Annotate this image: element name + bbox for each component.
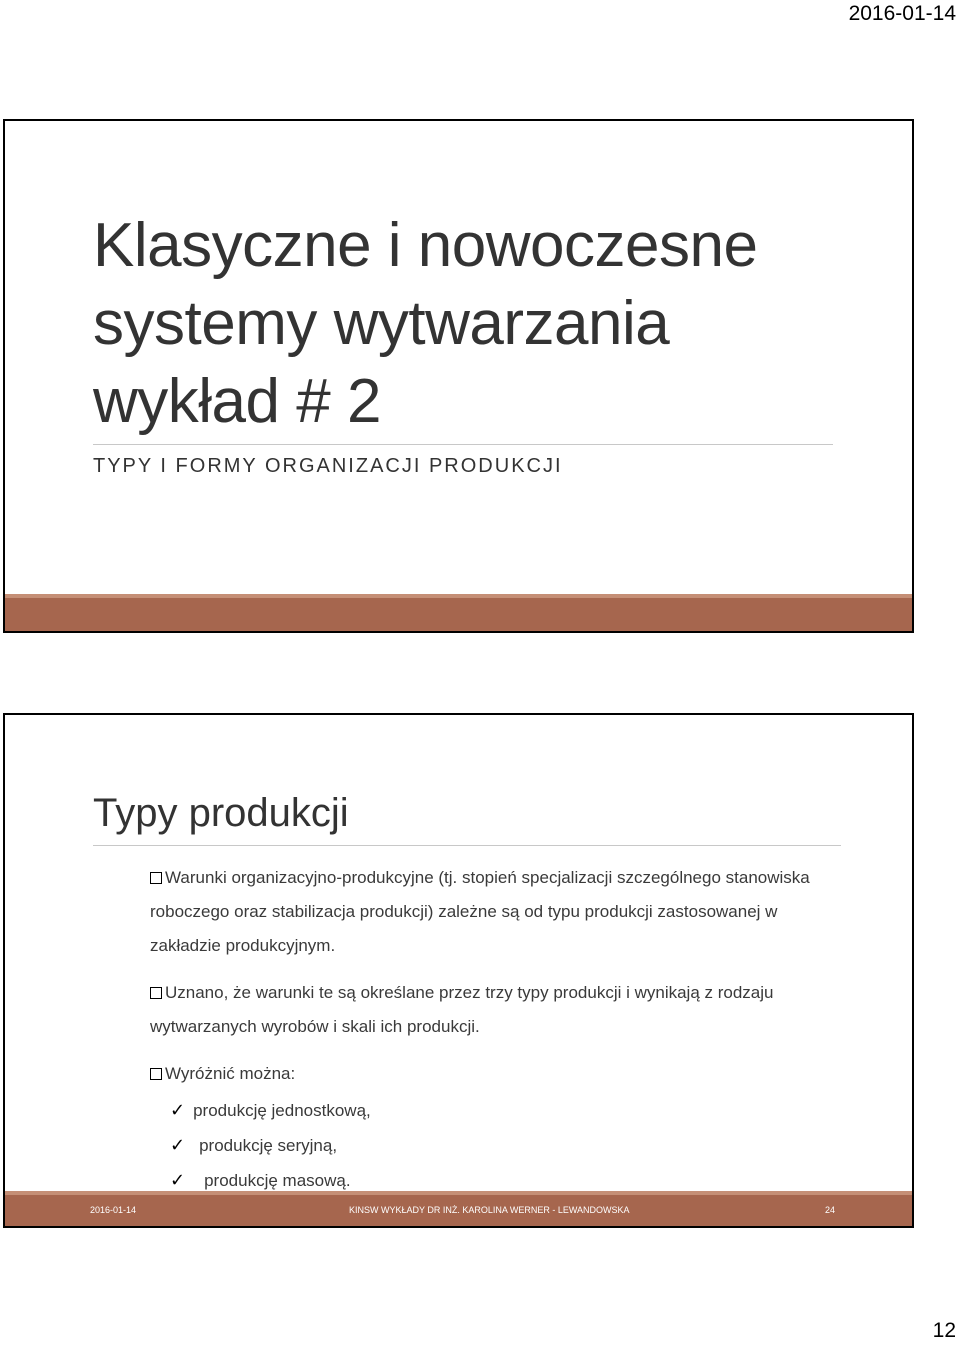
slide-subtitle: TYPY I FORMY ORGANIZACJI PRODUKCJI: [93, 455, 563, 477]
title-divider: [93, 845, 841, 846]
slide-title: Typy produkcji: [93, 791, 349, 835]
accent-band: [5, 594, 912, 631]
checkmark-icon: ✓: [170, 1170, 186, 1190]
bullet-text: Warunki organizacyjno-produkcyjne (tj. stopień specjalizacji szczególnego stanowiska roboczego oraz stabilizacja produkcji) zależne są od typu produkcji zastosowanej w zakładzie produkcyjnym.: [150, 868, 810, 955]
bullet-paragraph: [150, 976, 810, 1044]
slide-content: [150, 861, 810, 1198]
footer-author: KINSW WYKŁADY DR INŻ. KAROLINA WERNER - LEWANDOWSKA: [349, 1205, 630, 1215]
square-bullet-icon: [150, 1068, 162, 1080]
bullet-paragraph: [150, 1057, 810, 1091]
square-bullet-icon: [150, 987, 162, 999]
title-line-3: wykład # 2: [93, 367, 381, 436]
check-item-text: produkcję masową.: [204, 1171, 351, 1190]
page-date: 2016-01-14: [848, 2, 956, 25]
slide-title: [93, 207, 757, 441]
check-item-text: produkcję seryjną,: [199, 1136, 338, 1155]
check-item-text: produkcję jednostkową,: [193, 1101, 371, 1120]
footer-slide-number: 24: [825, 1205, 836, 1215]
title-divider: [93, 444, 833, 445]
bullet-text: Wyróżnić można:: [165, 1064, 296, 1083]
square-bullet-icon: [150, 872, 162, 884]
bullet-paragraph: [150, 861, 810, 963]
checkmark-icon: ✓: [170, 1100, 186, 1120]
footer-band: [5, 1191, 912, 1226]
bullet-text: Uznano, że warunki te są określane przez trzy typy produkcji i wynikają z rodzaju wytwarzanych wyrobów i skali ich produkcji.: [150, 983, 774, 1036]
content-slide: [3, 713, 914, 1228]
footer-date: 2016-01-14: [90, 1205, 137, 1215]
checkmark-icon: ✓: [170, 1135, 186, 1155]
title-line-2: systemy wytwarzania: [93, 289, 670, 358]
check-list-item: [150, 1128, 810, 1163]
title-slide: [3, 119, 914, 633]
title-line-1: Klasyczne i nowoczesne: [93, 211, 758, 280]
check-list-item: [150, 1093, 810, 1128]
page-number: 12: [932, 1319, 956, 1342]
